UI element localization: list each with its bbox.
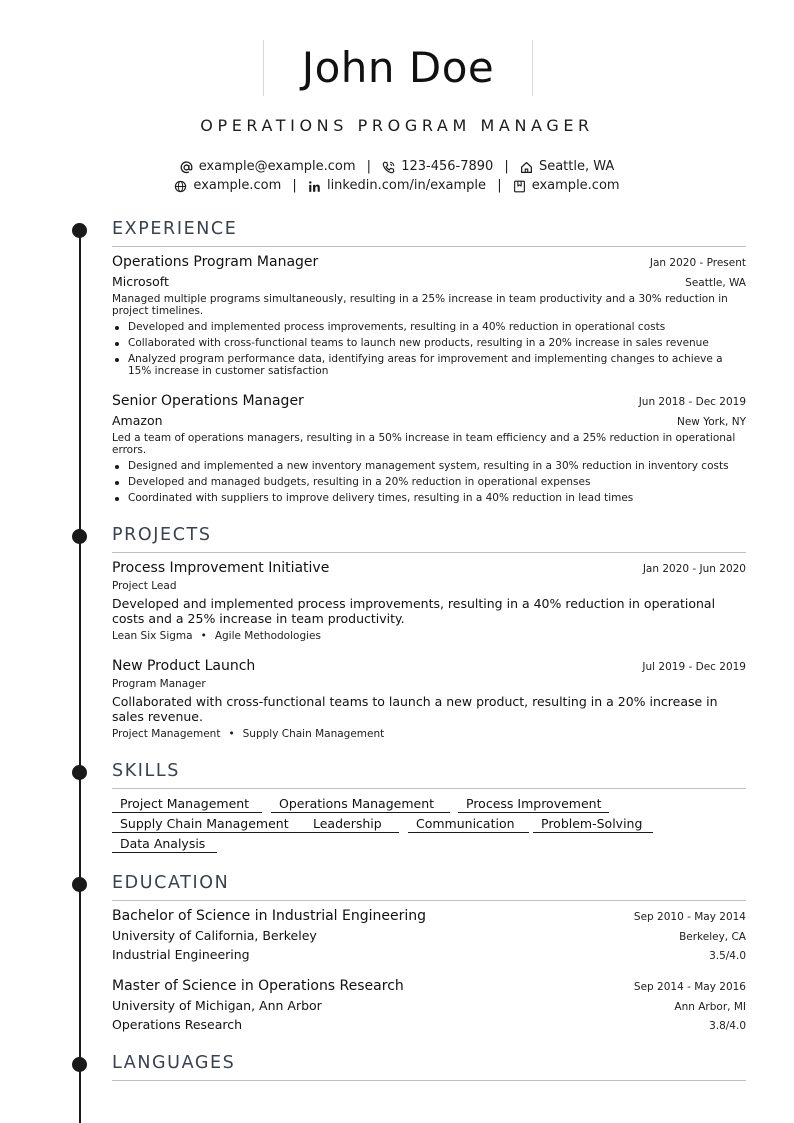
school-location: Ann Arbor, MI — [674, 1001, 746, 1013]
project-item-header — [112, 658, 746, 674]
timeline-dot — [72, 223, 87, 238]
experience-item-header — [112, 393, 746, 409]
job-company: Microsoft — [112, 274, 169, 289]
project-role: Program Manager — [112, 678, 206, 690]
contact-website-text: example.com — [193, 178, 282, 193]
name-frame — [263, 40, 533, 96]
contact-email[interactable] — [180, 158, 356, 176]
project-description: Developed and implemented process improvements, resulting in a 40% reduction in operational costs and a 25% increase in team productivity. — [112, 596, 716, 626]
skill-tag: Communication — [408, 816, 529, 833]
gpa: 3.5/4.0 — [709, 950, 746, 962]
bookmark-icon — [513, 180, 526, 193]
experience-item-header — [112, 254, 746, 270]
timeline-dot — [72, 1057, 87, 1072]
job-bullets — [112, 321, 746, 381]
section-title: EXPERIENCE — [112, 219, 238, 239]
skill-tag: Project Management — [112, 796, 262, 813]
contact-portfolio[interactable] — [513, 177, 620, 195]
education-date: Sep 2014 - May 2016 — [633, 981, 746, 993]
job-title: OPERATIONS PROGRAM MANAGER — [200, 116, 594, 135]
job-bullets — [112, 460, 746, 508]
globe-icon — [174, 180, 187, 193]
projects-section-header — [112, 524, 746, 553]
degree: Bachelor of Science in Industrial Engineering — [112, 908, 427, 924]
contact-separator: | — [366, 159, 372, 174]
timeline-dot — [72, 765, 87, 780]
school: University of California, Berkeley — [112, 928, 317, 943]
timeline-dot — [72, 877, 87, 892]
contact-email-text: example@example.com — [198, 159, 356, 174]
keyword: Agile Methodologies — [214, 630, 321, 642]
contact-location — [520, 158, 614, 176]
contact-phone[interactable] — [382, 158, 493, 176]
keyword: Supply Chain Management — [242, 728, 385, 740]
gpa: 3.8/4.0 — [709, 1020, 746, 1032]
field-of-study: Industrial Engineering — [112, 947, 250, 962]
project-date: Jul 2019 - Dec 2019 — [642, 661, 746, 673]
experience-item-company — [112, 413, 746, 428]
contact-portfolio-text: example.com — [531, 178, 620, 193]
job-role: Operations Program Manager — [112, 254, 319, 270]
list-item: Analyzed program performance data, identifying areas for improvement and implementing changes to achieve a 15% increase in customer satisfaction — [112, 353, 746, 377]
skill-tag: Problem-Solving — [533, 816, 653, 833]
skill-tag: Supply Chain Management — [112, 816, 313, 833]
project-keywords — [112, 728, 384, 740]
job-location: New York, NY — [676, 416, 746, 428]
project-date: Jan 2020 - Jun 2020 — [642, 563, 746, 575]
home-icon — [520, 161, 533, 174]
project-name: Process Improvement Initiative — [112, 560, 330, 576]
section-title: SKILLS — [112, 761, 180, 781]
job-role: Senior Operations Manager — [112, 393, 304, 409]
at-icon — [180, 161, 193, 174]
skills-section-header — [112, 760, 746, 789]
school: University of Michigan, Ann Arbor — [112, 998, 322, 1013]
contact-separator: | — [504, 159, 509, 174]
education-section-header — [112, 872, 746, 901]
job-summary: Led a team of operations managers, resulting in a 50% increase in team efficiency and a 25% reduction in operational errors. — [112, 432, 736, 456]
project-description: Collaborated with cross-functional teams to launch a new product, resulting in a 20% increase in sales revenue. — [112, 694, 718, 724]
keyword: Project Management — [112, 728, 221, 740]
keyword-separator: • — [200, 630, 207, 642]
contact-location-text: Seattle, WA — [538, 159, 615, 174]
contact-linkedin-text: linkedin.com/in/example — [326, 178, 487, 193]
contact-linkedin[interactable] — [308, 177, 486, 195]
keyword-separator: • — [228, 728, 235, 740]
project-name: New Product Launch — [112, 658, 256, 674]
contact-website[interactable] — [174, 177, 281, 195]
contact-separator: | — [497, 178, 502, 193]
job-company: Amazon — [112, 413, 163, 428]
contact-line-1 — [0, 158, 794, 177]
project-keywords — [112, 630, 321, 642]
education-item-field — [112, 1017, 746, 1032]
skill-tag: Operations Management — [271, 796, 450, 813]
linkedin-icon — [308, 180, 321, 193]
education-item-field — [112, 947, 746, 962]
contact-phone-text: 123-456-7890 — [401, 159, 494, 174]
education-date: Sep 2010 - May 2014 — [633, 911, 746, 923]
timeline-dot — [72, 529, 87, 544]
contact-separator: | — [292, 178, 297, 193]
skill-tag: Data Analysis — [112, 836, 217, 853]
section-title: EDUCATION — [112, 873, 230, 893]
list-item: Developed and implemented process improvements, resulting in a 40% reduction in operational costs — [112, 321, 746, 333]
job-date: Jan 2020 - Present — [649, 257, 746, 269]
experience-section-header — [112, 218, 746, 247]
education-item-school — [112, 998, 746, 1013]
job-location: Seattle, WA — [685, 277, 746, 289]
field-of-study: Operations Research — [112, 1017, 243, 1032]
languages-section-header — [112, 1052, 746, 1081]
education-item-school — [112, 928, 746, 943]
keyword: Lean Six Sigma — [112, 630, 193, 642]
list-item: Developed and managed budgets, resulting in a 20% reduction in operational expenses — [112, 476, 746, 488]
job-summary: Managed multiple programs simultaneously, resulting in a 25% increase in team productivity and a 30% reduction in project timelines. — [112, 293, 728, 317]
experience-item-company — [112, 274, 746, 289]
contact-line-2 — [0, 177, 794, 196]
education-item-header — [112, 978, 746, 994]
list-item: Coordinated with suppliers to improve delivery times, resulting in a 40% reduction in lead times — [112, 492, 746, 504]
list-item: Collaborated with cross-functional teams to launch new products, resulting in a 20% increase in sales revenue — [112, 337, 746, 349]
section-title: PROJECTS — [112, 525, 212, 545]
timeline-line — [79, 230, 81, 1123]
degree: Master of Science in Operations Research — [112, 978, 404, 994]
job-date: Jun 2018 - Dec 2019 — [638, 396, 746, 408]
project-item-header — [112, 560, 746, 576]
list-item: Designed and implemented a new inventory management system, resulting in a 30% reduction in inventory costs — [112, 460, 746, 472]
project-role: Project Lead — [112, 580, 177, 592]
education-item-header — [112, 908, 746, 924]
candidate-name: John Doe — [301, 43, 495, 92]
skill-tag: Process Improvement — [458, 796, 609, 813]
school-location: Berkeley, CA — [679, 931, 746, 943]
phone-icon — [382, 161, 395, 174]
skill-tag: Leadership — [305, 816, 399, 833]
section-title: LANGUAGES — [112, 1053, 236, 1073]
